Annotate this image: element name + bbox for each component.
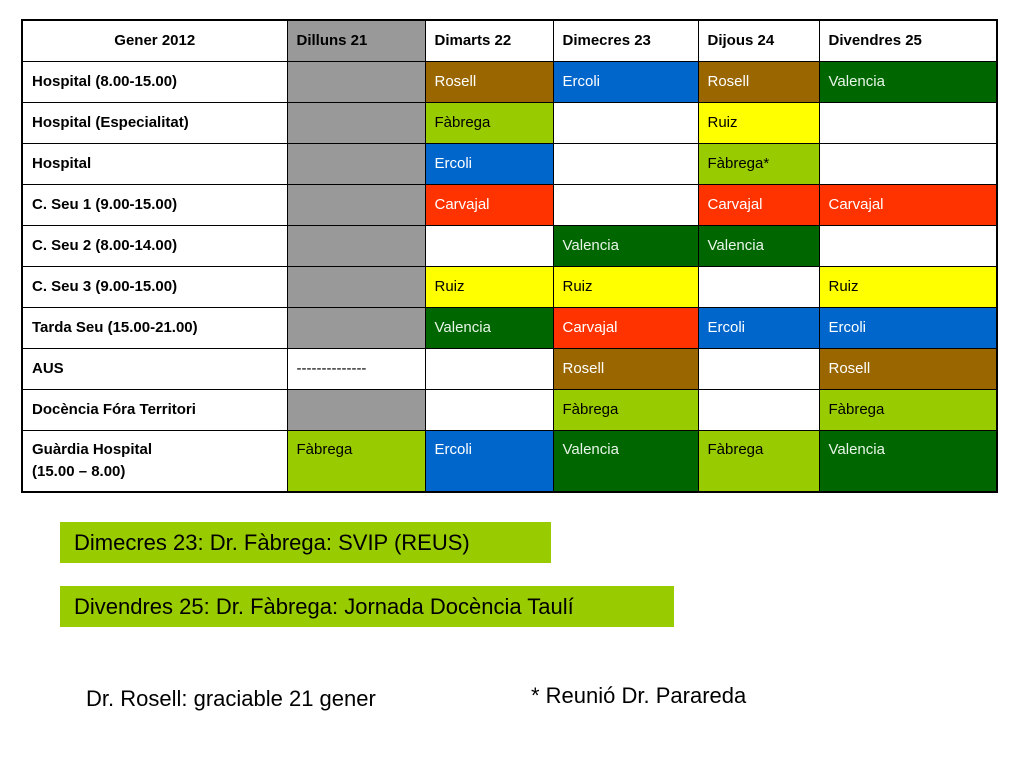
schedule-row (22, 102, 997, 143)
row-label-text: AUS (32, 360, 64, 377)
header-cell-tuesday: Dimarts 22 (425, 20, 553, 61)
shift-cell-tuesday: Rosell (425, 61, 553, 102)
shift-cell-wednesday: Valencia (553, 225, 698, 266)
note-wednesday-text: Dimecres 23: Dr. Fàbrega: SVIP (REUS) (74, 530, 470, 555)
shift-cell-tuesday: Ercoli (425, 143, 553, 184)
shift-cell-wednesday: Fàbrega (553, 389, 698, 430)
row-label-text: C. Seu 2 (8.00-14.00) (32, 237, 178, 254)
shift-cell-monday (287, 143, 425, 184)
shift-cell-tuesday: Ercoli (425, 430, 553, 492)
header-cell-thursday: Dijous 24 (698, 20, 819, 61)
row-label (22, 143, 287, 184)
shift-cell-tuesday: Carvajal (425, 184, 553, 225)
shift-cell-wednesday: Ercoli (553, 61, 698, 102)
schedule-row (22, 143, 997, 184)
schedule-row (22, 184, 997, 225)
shift-cell-thursday (698, 266, 819, 307)
note-rosell (86, 686, 376, 712)
schedule-table (21, 19, 998, 493)
row-label (22, 266, 287, 307)
shift-cell-tuesday (425, 389, 553, 430)
row-label-text: Hospital (8.00-15.00) (32, 73, 178, 90)
shift-cell-thursday: Ruiz (698, 102, 819, 143)
header-cell-month: Gener 2012 (22, 20, 287, 61)
schedule-row (22, 307, 997, 348)
shift-cell-monday (287, 61, 425, 102)
note-meeting-text: * Reunió Dr. Parareda (531, 683, 747, 708)
shift-cell-wednesday: Carvajal (553, 307, 698, 348)
row-label (22, 225, 287, 266)
note-friday (60, 586, 674, 627)
shift-cell-tuesday (425, 348, 553, 389)
note-rosell-text: Dr. Rosell: graciable 21 gener (86, 686, 376, 711)
schedule-row (22, 266, 997, 307)
schedule-row (22, 389, 997, 430)
shift-cell-monday (287, 102, 425, 143)
row-label (22, 348, 287, 389)
schedule-row (22, 225, 997, 266)
shift-cell-monday: Fàbrega (287, 430, 425, 492)
row-label (22, 389, 287, 430)
shift-cell-friday: Ercoli (819, 307, 997, 348)
shift-cell-monday (287, 307, 425, 348)
row-label (22, 184, 287, 225)
shift-cell-wednesday (553, 184, 698, 225)
shift-cell-wednesday: Valencia (553, 430, 698, 492)
header-cell-wednesday: Dimecres 23 (553, 20, 698, 61)
shift-cell-friday (819, 225, 997, 266)
row-label-text: C. Seu 1 (9.00-15.00) (32, 196, 178, 213)
shift-cell-monday (287, 184, 425, 225)
shift-cell-thursday (698, 348, 819, 389)
header-row (22, 20, 997, 61)
schedule-row (22, 430, 997, 492)
row-label (22, 61, 287, 102)
row-label-text: Guàrdia Hospital (32, 440, 153, 458)
shift-cell-wednesday (553, 102, 698, 143)
shift-cell-monday (287, 389, 425, 430)
shift-cell-friday: Valencia (819, 430, 997, 492)
shift-cell-thursday (698, 389, 819, 430)
schedule-row (22, 348, 997, 389)
shift-cell-wednesday (553, 143, 698, 184)
row-label (22, 102, 287, 143)
row-label-text: Tarda Seu (15.00-21.00) (32, 319, 198, 336)
shift-cell-monday (287, 266, 425, 307)
shift-cell-tuesday: Valencia (425, 307, 553, 348)
shift-cell-monday (287, 225, 425, 266)
shift-cell-tuesday: Ruiz (425, 266, 553, 307)
row-label-hours: (15.00 – 8.00) (32, 462, 126, 480)
shift-cell-thursday: Fàbrega (698, 430, 819, 492)
row-label-text: Hospital (Especialitat) (32, 114, 189, 131)
note-meeting (531, 683, 746, 709)
row-label-text: Docència Fóra Territori (32, 401, 196, 418)
shift-cell-friday: Rosell (819, 348, 997, 389)
row-label (22, 307, 287, 348)
schedule-row (22, 61, 997, 102)
shift-cell-wednesday: Rosell (553, 348, 698, 389)
shift-cell-friday: Carvajal (819, 184, 997, 225)
row-label-text: Hospital (32, 155, 92, 172)
shift-cell-monday: -------------- (287, 348, 425, 389)
shift-cell-friday (819, 102, 997, 143)
shift-cell-friday: Ruiz (819, 266, 997, 307)
shift-cell-friday: Valencia (819, 61, 997, 102)
schedule-body (22, 20, 997, 492)
shift-cell-wednesday: Ruiz (553, 266, 698, 307)
shift-cell-thursday: Rosell (698, 61, 819, 102)
header-cell-friday: Divendres 25 (819, 20, 997, 61)
row-label-text: C. Seu 3 (9.00-15.00) (32, 278, 178, 295)
note-wednesday (60, 522, 551, 563)
note-friday-text: Divendres 25: Dr. Fàbrega: Jornada Docència Taulí (74, 594, 574, 619)
shift-cell-tuesday (425, 225, 553, 266)
shift-cell-thursday: Valencia (698, 225, 819, 266)
shift-cell-tuesday: Fàbrega (425, 102, 553, 143)
row-label (22, 430, 287, 492)
shift-cell-friday (819, 143, 997, 184)
shift-cell-friday: Fàbrega (819, 389, 997, 430)
shift-cell-thursday: Fàbrega* (698, 143, 819, 184)
shift-cell-thursday: Ercoli (698, 307, 819, 348)
shift-cell-thursday: Carvajal (698, 184, 819, 225)
header-cell-monday: Dilluns 21 (287, 20, 425, 61)
